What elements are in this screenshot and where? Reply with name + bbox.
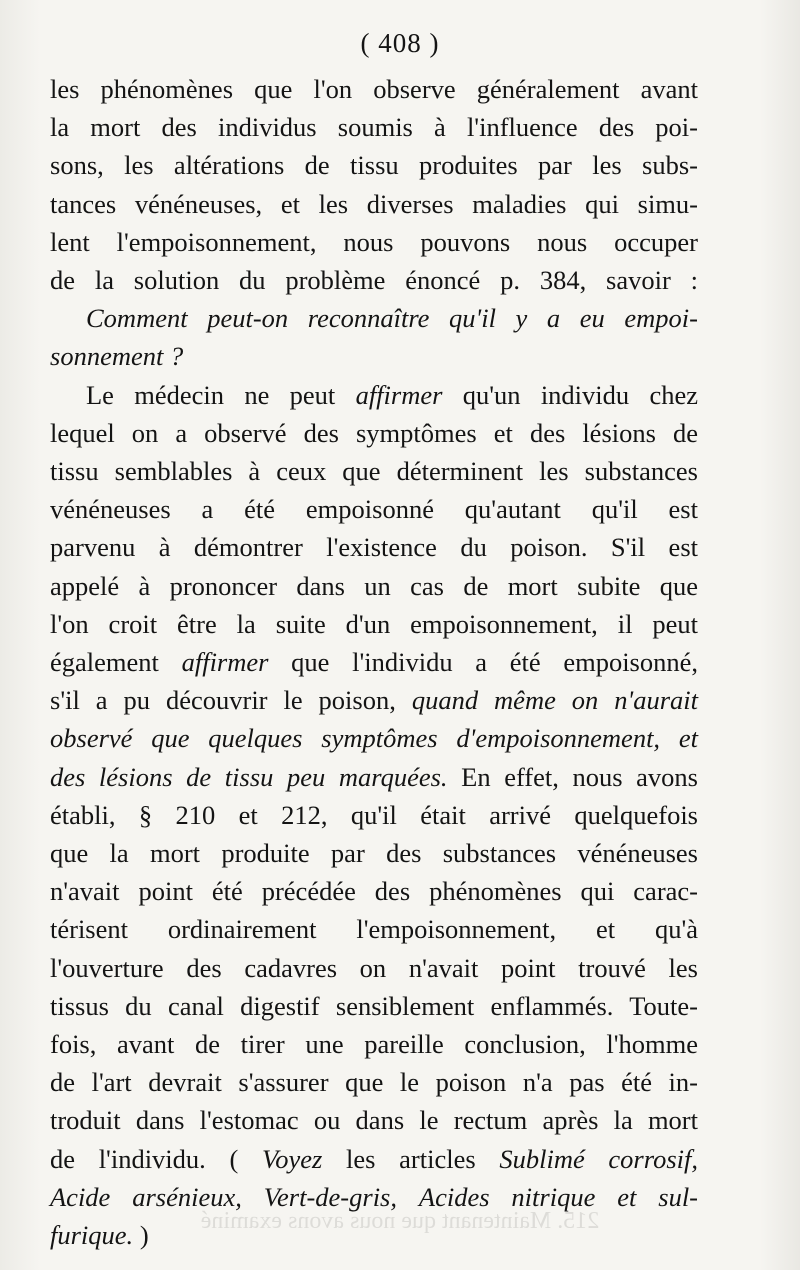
text-line: que la mort produite par des substances vénéneuses [50, 838, 698, 869]
paragraph-question [50, 299, 698, 375]
text-line: sonnement ? [50, 341, 184, 372]
text-line: observé que quelques symptômes d'empoisonnement, et [50, 723, 698, 754]
text-line: parvenu à démontrer l'existence du poison. S'il est [50, 532, 698, 563]
text-line: sons, les altérations de tissu produites par les subs- [50, 150, 698, 181]
text-line: de la solution du problème énoncé p. 384, savoir : [50, 265, 698, 296]
text-line: furique. ) [50, 1220, 149, 1251]
text-line: appelé à prononcer dans un cas de mort subite que [50, 570, 698, 601]
text-line: la mort des individus soumis à l'influence des poi- [50, 112, 698, 143]
text-line: de l'art devrait s'assurer que le poison n'a pas été in- [50, 1067, 698, 1098]
text-line: Acide arsénieux, Vert-de-gris, Acides nitrique et sul- [50, 1181, 699, 1212]
text-line: tissus du canal digestif sensiblement enflammés. Toute- [50, 990, 698, 1021]
text-line: les phénomènes que l'on observe généralement avant [50, 74, 698, 104]
text-line: térisent ordinairement l'empoisonnement, et qu'à [50, 914, 698, 945]
bleed-through-text: 215. Maintenant que nous avons examiné [200, 1208, 600, 1234]
text-line: vénéneuses a été empoisonné qu'autant qu'il est [50, 494, 698, 525]
text-line: s'il a pu découvrir le poison, quand même on n'aurait [50, 685, 698, 716]
text-line: tances vénéneuses, et les diverses maladies qui simu- [50, 188, 698, 219]
text-line: lequel on a observé des symptômes et des lésions de [50, 417, 698, 448]
text-line: Le médecin ne peut affirmer qu'un individu chez [86, 379, 698, 410]
text-line: l'ouverture des cadavres on n'avait point trouvé les [50, 952, 698, 983]
text-line: tissu semblables à ceux que déterminent les substances [50, 456, 698, 487]
text-line: également affirmer que l'individu a été empoisonné, [50, 647, 699, 678]
text-line: n'avait point été précédée des phénomènes qui carac- [50, 876, 698, 907]
text-line: lent l'empoisonnement, nous pouvons nous occuper [50, 226, 698, 257]
text-line: Comment peut-on reconnaître qu'il y a eu empoi- [86, 303, 698, 334]
page-body [50, 70, 698, 1254]
text-line: l'on croit être la suite d'un empoisonnement, il peut [50, 608, 698, 639]
text-line: fois, avant de tirer une pareille conclusion, l'homme [50, 1029, 698, 1060]
text-line: établi, § 210 et 212, qu'il était arrivé quelquefois [50, 799, 698, 830]
text-line: troduit dans l'estomac ou dans le rectum après la mort [50, 1105, 698, 1136]
text-line: de l'individu. ( Voyez les articles Sublimé corrosif, [50, 1143, 698, 1174]
paragraph-main [50, 376, 698, 1255]
paragraph-intro [50, 70, 698, 299]
text-line: des lésions de tissu peu marquées. En effet, nous avons [50, 761, 698, 792]
page-number: ( 408 ) [360, 28, 440, 58]
